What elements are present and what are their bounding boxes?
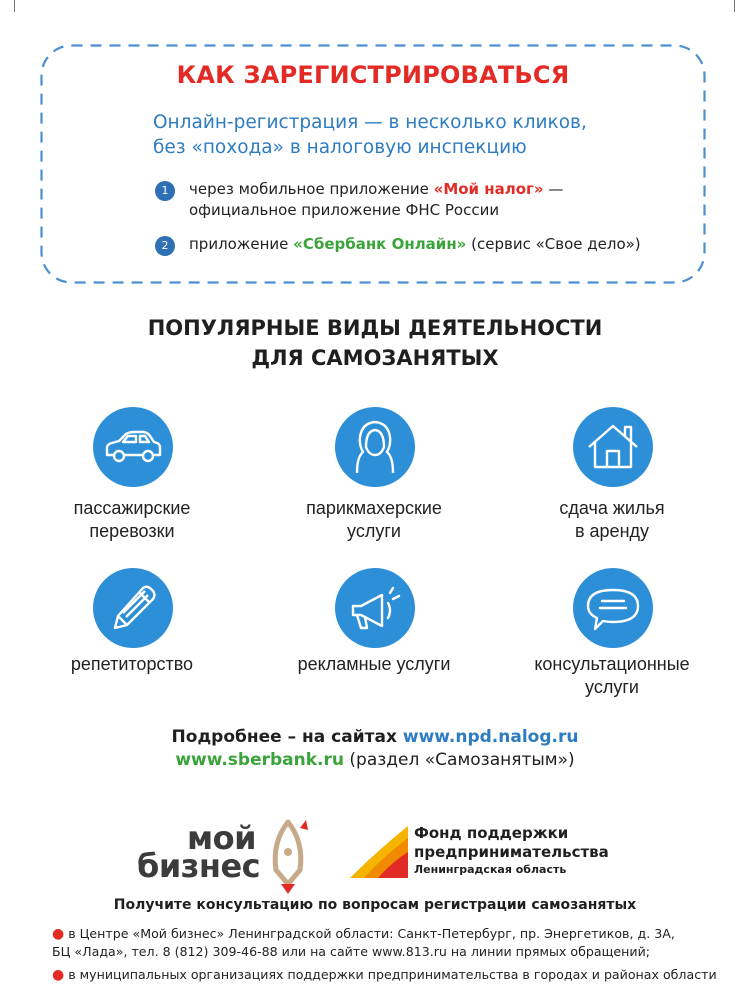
fund-logo-line1: Фонд поддержки <box>414 824 569 842</box>
activity-label-tutoring <box>22 653 242 676</box>
fund-logo-name <box>414 824 609 862</box>
crop-mark-right <box>734 0 735 12</box>
activity-label-rent-line2: в аренду <box>574 521 650 541</box>
activity-label-consulting <box>502 653 722 699</box>
activities-title-line1: ПОПУЛЯРНЫЕ ВИДЫ ДЕЯТЕЛЬНОСТИ <box>147 316 603 340</box>
activity-label-hairdresser-line1: парикмахерские <box>306 498 442 518</box>
step-2-after: (сервис «Свое дело») <box>466 235 641 253</box>
step-1-line2: официальное приложение ФНС России <box>189 201 500 219</box>
activity-label-transport <box>22 497 242 543</box>
activity-label-advertising-line1: рекламные услуги <box>297 654 451 674</box>
activity-label-hairdresser-line2: услуги <box>347 521 401 541</box>
more-info <box>0 726 750 772</box>
activity-label-transport-line1: пассажирские <box>73 498 191 518</box>
consultation-bullet-2-text: в муниципальных организациях поддержки предпринимательства в городах и районах области <box>68 967 717 982</box>
crop-mark-left <box>14 0 15 12</box>
fund-logo-line2: предпринимательства <box>414 843 609 861</box>
activity-label-rent <box>502 497 722 543</box>
my-business-logo <box>137 819 261 885</box>
activity-label-transport-line2: перевозки <box>89 521 175 541</box>
sberbank-link[interactable]: www.sberbank.ru <box>175 750 344 770</box>
step-1-number: 1 <box>155 181 175 201</box>
nalog-link[interactable]: www.npd.nalog.ru <box>402 727 579 747</box>
step-1-app-name: «Мой налог» <box>433 180 544 198</box>
fund-logo-region: Ленинградская область <box>414 863 567 876</box>
consultation-title: Получите консультацию по вопросам регистрации самозанятых <box>113 897 637 913</box>
activities-title-line2: ДЛЯ САМОЗАНЯТЫХ <box>251 346 499 370</box>
registration-title: КАК ЗАРЕГИСТРИРОВАТЬСЯ <box>176 61 570 89</box>
step-2-number: 2 <box>155 236 175 256</box>
activity-label-rent-line1: сдача жилья <box>559 498 665 518</box>
my-business-logo-line2: бизнес <box>137 847 261 885</box>
activity-label-consulting-line2: услуги <box>585 677 639 697</box>
consultation-bullet-1-line2: БЦ «Лада», тел. 8 (812) 309-46-88 или на сайте www.813.ru на линии прямых обращений; <box>52 944 651 959</box>
bullet-dot-icon: ● <box>52 926 65 942</box>
activity-label-consulting-line1: консультационные <box>534 654 690 674</box>
megaphone-icon <box>335 568 415 648</box>
step-2-before: приложение <box>189 235 294 253</box>
consultation-bullet-2 <box>52 966 742 984</box>
step-2-app-name: «Сбербанк Онлайн» <box>293 235 467 253</box>
step-2-text <box>189 234 641 255</box>
bullet-dot-icon: ● <box>52 967 65 983</box>
more-info-suffix: (раздел «Самозанятым») <box>344 750 575 770</box>
registration-subtitle-line2: без «похода» в налоговую инспекцию <box>153 137 527 158</box>
fund-logo <box>348 820 628 880</box>
more-info-prefix: Подробнее – на сайтах <box>171 727 403 747</box>
consultation-bullet-1 <box>52 925 742 961</box>
step-1-before: через мобильное приложение <box>189 180 434 198</box>
step-1-after: — <box>543 180 564 198</box>
activities-title <box>0 313 750 373</box>
step-1-text <box>189 179 563 221</box>
activity-label-advertising <box>264 653 484 676</box>
house-icon <box>573 407 653 487</box>
pencil-icon <box>93 568 173 648</box>
consultation-bullet-1-line1: в Центре «Мой бизнес» Ленинградской области: Санкт-Петербург, пр. Энергетиков, д. 3А, <box>68 926 675 941</box>
fund-flame-icon <box>348 820 410 880</box>
chat-bubble-icon <box>573 568 653 648</box>
registration-subtitle <box>153 110 653 160</box>
rocket-logo-icon <box>264 814 312 894</box>
registration-subtitle-line1: Онлайн-регистрация — в несколько кликов, <box>153 112 587 133</box>
car-icon <box>93 407 173 487</box>
my-business-logo-line1: мой <box>187 819 257 857</box>
activity-label-hairdresser <box>264 497 484 543</box>
activity-label-tutoring-line1: репетиторство <box>70 654 194 674</box>
hairdresser-icon <box>335 407 415 487</box>
